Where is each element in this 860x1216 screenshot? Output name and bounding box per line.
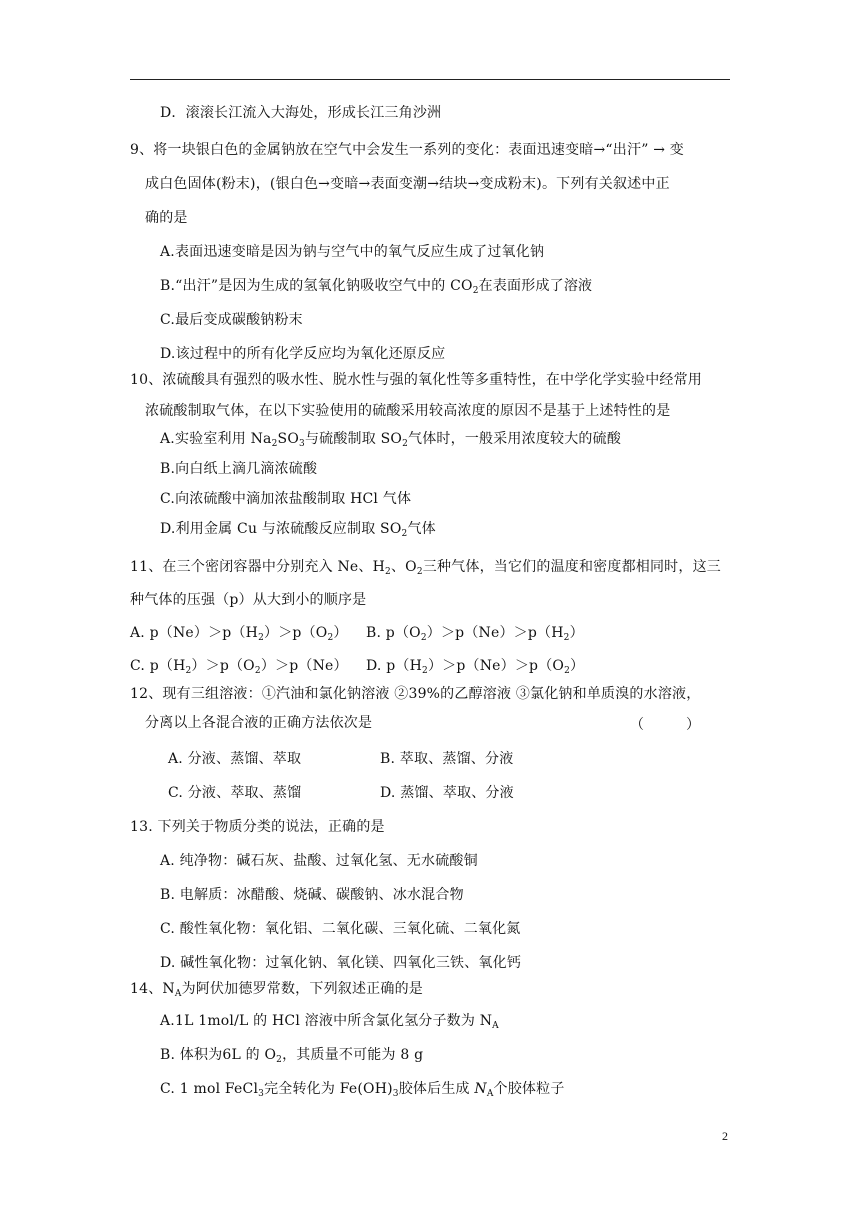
q14-stem: 14、$N_A$为阿伏加德罗常数，下列叙述正确的是 <box>130 981 423 999</box>
q9-option-a: A.表面迅速变暗是因为钠与空气中的氧气反应生成了过氧化钠 <box>160 244 545 260</box>
q11-option-d: D. $p(H_2)>p(Ne)>p(O_2)$ <box>366 658 585 676</box>
q13-option-c: C. 酸性氧化物：氧化铝、二氧化碳、三氧化硫、二氧化氮 <box>160 921 521 937</box>
header-rule <box>130 79 730 80</box>
q12-option-b: B. 萃取、蒸馏、分液 <box>380 751 514 767</box>
q10-stem-cont: 浓硫酸制取气体，在以下实验使用的硫酸采用较高浓度的原因不是基于上述特性的是 <box>145 403 671 419</box>
q11-option-a: A. $p(Ne)>p(H_2)>p(O_2)$ <box>130 625 348 643</box>
q12-option-c: C. 分液、萃取、蒸馏 <box>168 785 302 801</box>
q11-option-b: B. $p(O_2)>p(Ne)>p(H_2)$ <box>366 625 584 643</box>
q9-stem: 9、将一块银白色的金属钠放在空气中会发生一系列的变化：表面迅速变暗→“出汗” → 变 <box>130 142 684 158</box>
q9-option-c: C.最后变成碳酸钠粉末 <box>160 312 303 328</box>
q12-stem-cont: 分离以上各混合液的正确方法依次是 <box>145 715 373 731</box>
q10-stem: 10、浓硫酸具有强烈的吸水性、脱水性与强的氧化性等多重特性，在中学化学实验中经常用 <box>130 372 703 388</box>
q9-option-b: B.“出汗”是因为生成的氢氧化钠吸收空气中的 $CO_2$在表面形成了溶液 <box>160 278 593 296</box>
q14-option-b: B. 体积为6L 的 $O_2$，其质量不可能为 8 g <box>160 1047 424 1065</box>
q14-option-a: A.1L 1mol/L 的 HCl 溶液中所含氯化氢分子数为 $N_A$ <box>160 1013 499 1031</box>
q8-option-d: D．滚滚长江流入大海处，形成长江三角沙洲 <box>160 105 442 121</box>
q13-stem: 13. 下列关于物质分类的说法，正确的是 <box>130 819 385 835</box>
q11-stem-cont: 种气体的压强（p）从大到小的顺序是 <box>130 592 367 608</box>
q10-option-a: A.实验室利用 $Na_2SO_3$与硫酸制取 $SO_2$气体时，一般采用浓度较大的硫酸 <box>160 431 622 449</box>
q9-stem-cont-2: 确的是 <box>145 210 188 226</box>
q12-stem: 12、现有三组溶液：①汽油和氯化钠溶液 ②39%的乙醇溶液 ③氯化钠和单质溴的水溶液， <box>130 686 701 702</box>
q11-option-c: C. $p(H_2)>p(O_2)>p(Ne)$ <box>130 658 348 676</box>
q11-stem: 11、在三个密闭容器中分别充入 Ne、$H_2$、$O_2$三种气体，当它们的温度和密度都相同时，这三 <box>130 559 721 577</box>
q13-option-d: D. 碱性氧化物：过氧化钠、氧化镁、四氧化三铁、氧化钙 <box>160 955 522 971</box>
q14-option-c: C. 1 mol FeCl$_3$完全转化为 $Fe(OH)_3$胶体后生成 $N_A$个胶体粒子 <box>160 1081 565 1099</box>
q12-option-d: D. 蒸馏、萃取、分液 <box>380 785 514 801</box>
answer-blank: （ ） <box>630 717 700 733</box>
q13-option-a: A. 纯净物：碱石灰、盐酸、过氧化氢、无水硫酸铜 <box>160 853 478 869</box>
q10-option-d: D.利用金属 Cu 与浓硫酸反应制取 $SO_2$气体 <box>160 521 436 539</box>
page-number: 2 <box>722 1129 728 1143</box>
q13-option-b: B. 电解质：冰醋酸、烧碱、碳酸钠、冰水混合物 <box>160 887 464 903</box>
q10-option-b: B.向白纸上滴几滴浓硫酸 <box>160 461 318 477</box>
q9-stem-cont: 成白色固体(粉末)，(银白色→变暗→表面变潮→结块→变成粉末)。下列有关叙述中正 <box>145 176 670 192</box>
q9-option-d: D.该过程中的所有化学反应均为氧化还原反应 <box>160 346 446 362</box>
q10-option-c: C.向浓硫酸中滴加浓盐酸制取 HCl 气体 <box>160 491 412 507</box>
q12-option-a: A. 分液、蒸馏、萃取 <box>168 751 302 767</box>
